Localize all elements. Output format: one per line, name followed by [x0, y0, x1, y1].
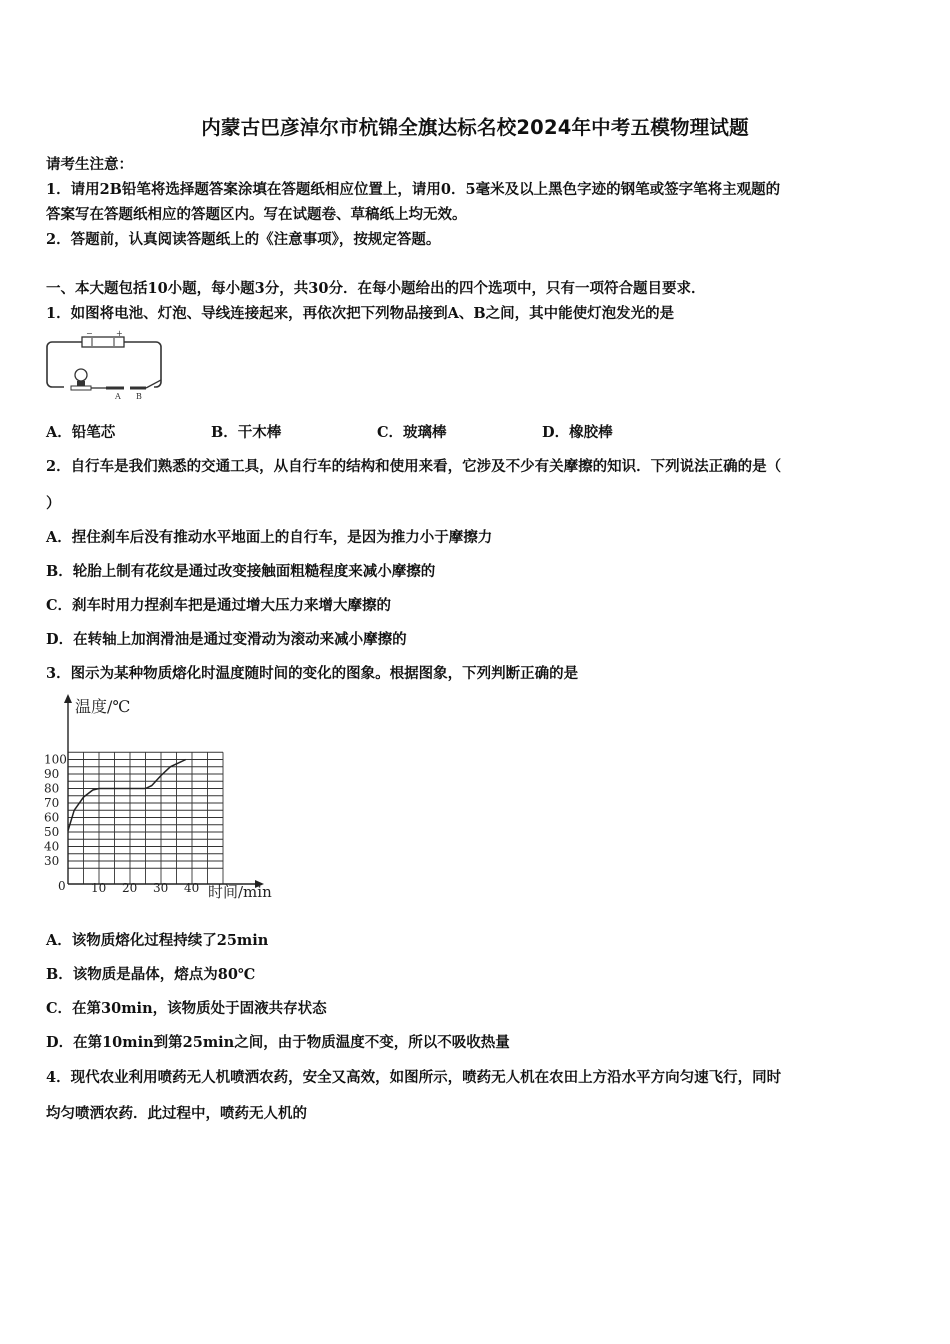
- x-tick-label: 30: [153, 881, 169, 895]
- y-tick-label: 60: [44, 810, 60, 825]
- y-tick-label: 40: [44, 839, 60, 854]
- melting-chart: [40, 692, 300, 910]
- q1-option-d: D．橡胶棒: [542, 424, 613, 441]
- bulb-icon: [75, 369, 87, 381]
- y-tick-label: 70: [44, 796, 60, 810]
- notice-heading: 请考生注意：: [46, 156, 133, 173]
- q1-option-c: C．玻璃棒: [377, 424, 447, 441]
- battery-icon: [82, 337, 124, 347]
- q2-option-c: C．刹车时用力捏刹车把是通过增大压力来增大摩擦的: [46, 597, 392, 614]
- origin-label: 0: [58, 879, 66, 893]
- notice-item-2: 2．答题前，认真阅读答题纸上的《注意事项》，按规定答题。: [46, 231, 441, 248]
- q4-stem-line-1: 4．现代农业利用喷药无人机喷洒农药，安全又高效，如图所示，喷药无人机在农田上方沿水平方向匀速飞行，同时: [46, 1069, 782, 1086]
- terminal-a-label: A: [115, 392, 121, 401]
- y-tick-label: 90: [44, 767, 60, 781]
- y-axis-arrow: [64, 694, 72, 703]
- y-tick-label: 100: [44, 752, 67, 767]
- q3-option-b: B．该物质是晶体，熔点为80℃: [46, 966, 256, 983]
- x-tick-label: 40: [184, 881, 200, 895]
- battery-minus-label: −: [86, 330, 93, 338]
- y-tick-label: 30: [44, 854, 60, 868]
- q3-stem: 3．图示为某种物质熔化时温度随时间的变化的图象。根据图象，下列判断正确的是: [46, 665, 579, 682]
- temperature-curve: [68, 760, 186, 831]
- q3-option-d: D．在第10min到第25min之间，由于物质温度不变，所以不吸收热量: [46, 1034, 510, 1051]
- q1-option-a: A．铅笔芯: [46, 424, 116, 441]
- q2-stem-line-2: ）: [46, 495, 61, 512]
- page-title: 内蒙古巴彦淖尔市杭锦全旗达标名校2024年中考五模物理试题: [201, 116, 749, 139]
- notice-item-1-line-2: 答案写在答题纸相应的答题区内。写在试题卷、草稿纸上均无效。: [46, 206, 467, 223]
- chart-grid: [68, 752, 223, 884]
- section-1-heading: 一、本大题包括10小题，每小题3分，共30分．在每小题给出的四个选项中，只有一项符合题目要求．: [46, 280, 706, 297]
- q4-stem-line-2: 均匀喷洒农药．此过程中，喷药无人机的: [46, 1105, 307, 1122]
- q3-option-a: A．该物质熔化过程持续了25min: [46, 932, 269, 949]
- q2-option-d: D．在转轴上加润滑油是通过变滑动为滚动来减小摩擦的: [46, 631, 407, 648]
- q2-stem-line-1: 2．自行车是我们熟悉的交通工具，从自行车的结构和使用来看，它涉及不少有关摩擦的知识．下列说法正确的是（: [46, 458, 782, 475]
- q2-option-a: A．捏住刹车后没有推动水平地面上的自行车，是因为推力小于摩擦力: [46, 529, 493, 546]
- y-tick-label: 50: [44, 825, 60, 839]
- q2-option-b: B．轮胎上制有花纹是通过改变接触面粗糙程度来减小摩擦的: [46, 563, 436, 580]
- q1-stem: 1．如图将电池、灯泡、导线连接起来，再依次把下列物品接到A、B之间，其中能使灯泡发光的是: [46, 305, 675, 322]
- x-tick-label: 20: [122, 881, 138, 895]
- q3-option-c: C．在第30min，该物质处于固液共存状态: [46, 1000, 327, 1017]
- notice-item-1-line-1: 1．请用2B铅笔将选择题答案涂填在答题纸相应位置上，请用0．5毫米及以上黑色字迹的钢笔或签字笔将主观题的: [46, 181, 781, 198]
- circuit-diagram: [44, 330, 166, 402]
- y-axis-label: 温度/℃: [75, 697, 131, 716]
- x-tick-label: 10: [91, 881, 107, 895]
- y-tick-label: 80: [44, 781, 60, 796]
- battery-plus-label: +: [116, 330, 123, 338]
- q1-option-b: B．干木棒: [211, 424, 282, 441]
- terminal-b-label: B: [136, 392, 142, 401]
- x-axis-label: 时间/min: [208, 883, 272, 901]
